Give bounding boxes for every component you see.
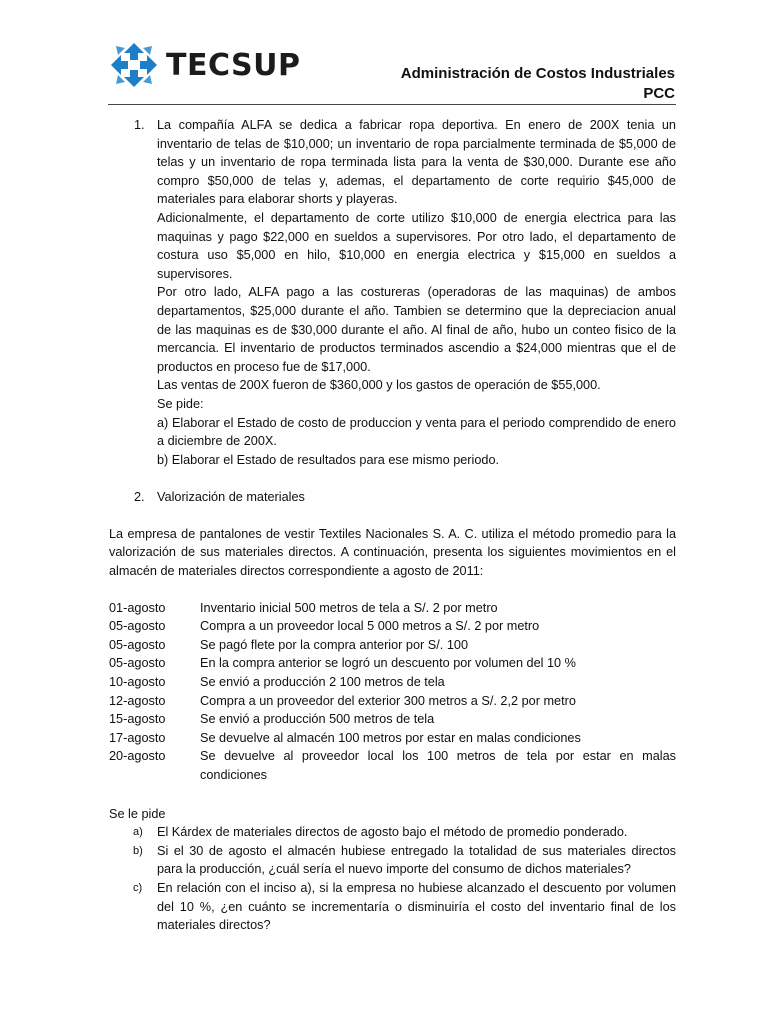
ask-item [109, 879, 676, 935]
question-2-title: Valorización de materiales [157, 490, 305, 505]
movement-date: 05-agosto [109, 619, 166, 634]
movement-row [109, 654, 676, 673]
asks-list [109, 823, 676, 935]
movement-date: 12-agosto [109, 693, 166, 708]
movement-row [109, 673, 676, 692]
ask-label: b) [133, 844, 143, 857]
movement-row [109, 747, 676, 784]
q1-paragraph: a) Elaborar el Estado de costo de produccion y venta para el periodo comprendido de enero a diciembre de 200X. [157, 415, 676, 449]
q1-paragraph: Adicionalmente, el departamento de corte utilizo $10,000 de energia electrica para las maquinas y pago $22,000 en sueldos a supervisores. Por otro lado, el departamento de costura uso $5,000 en hilo, $10,000 en energia electrica y $15,000 en sueldos a supervisores. [157, 210, 676, 281]
ask-text: En relación con el inciso a), si la empresa no hubiese alcanzado el descuento por volumen del 10 %, ¿en cuánto se incrementaría o disminuiría el costo del inventario final de los materiales directos? [157, 880, 676, 933]
header-divider [108, 104, 676, 105]
document-body [109, 116, 676, 935]
q1-paragraph: Se pide: [157, 396, 204, 411]
q1-paragraph: b) Elaborar el Estado de resultados para ese mismo periodo. [157, 452, 500, 467]
q1-paragraph: Por otro lado, ALFA pago a las costureras (operadoras de las maquinas) de ambos departamentos, $25,000 durante el año. Tambien se determino que la depreciacion anual de las maquinas es de $30,000 durante el año. Al final de año, hubo un conteo fisico de la mercancia. El inventario de productos terminados ascendio a $24,000 mientras que el de productos en proceso fue de $17,000. [157, 285, 676, 374]
movement-row [109, 692, 676, 711]
movement-description: Compra a un proveedor local 5 000 metros a S/. 2 por metro [200, 619, 540, 634]
question-1-body [157, 116, 676, 469]
q1-paragraph: Las ventas de 200X fueron de $360,000 y los gastos de operación de $55,000. [157, 378, 601, 393]
movement-date: 05-agosto [109, 637, 166, 652]
ask-label: c) [133, 881, 143, 894]
movement-date: 17-agosto [109, 730, 166, 745]
question-1 [109, 116, 676, 469]
tecsup-logo [108, 40, 300, 90]
question-2-heading [109, 488, 676, 507]
movement-description: Se devuelve al almacén 100 metros por estar en malas condiciones [200, 730, 581, 745]
movement-date: 05-agosto [109, 656, 166, 671]
movement-description: Se envió a producción 500 metros de tela [200, 712, 435, 727]
movement-description: Compra a un proveedor del exterior 300 metros a S/. 2,2 por metro [200, 693, 576, 708]
page-header [0, 0, 768, 110]
movement-description: Se devuelve al proveedor local los 100 metros de tela por estar en malas condiciones [200, 749, 676, 782]
movement-row [109, 599, 676, 618]
movement-date: 01-agosto [109, 600, 166, 615]
movement-description: Se pagó flete por la compra anterior por S/. 100 [200, 637, 469, 652]
question-1-number: 1. [134, 118, 145, 132]
movement-date: 20-agosto [109, 749, 166, 764]
course-title: Administración de Costos Industriales [400, 65, 675, 82]
movement-date: 15-agosto [109, 712, 166, 727]
ask-text: El Kárdex de materiales directos de agosto bajo el método de promedio ponderado. [157, 825, 628, 840]
movement-row [109, 729, 676, 748]
ask-item [109, 823, 676, 842]
ask-item [109, 842, 676, 879]
tecsup-logo-icon [108, 40, 160, 90]
movement-description: Se envió a producción 2 100 metros de tela [200, 675, 445, 690]
movement-description: En la compra anterior se logró un descuento por volumen del 10 % [200, 656, 576, 671]
question-2-number: 2. [134, 490, 145, 505]
movement-description: Inventario inicial 500 metros de tela a S/. 2 por metro [200, 600, 498, 615]
movement-row [109, 710, 676, 729]
ask-text: Si el 30 de agosto el almacén hubiese entregado la totalidad de sus materiales directos para la producción, ¿cuál sería el nuevo importe del consumo de dichos materiales? [157, 843, 676, 877]
asks-title: Se le pide [109, 806, 166, 821]
ask-label: a) [133, 826, 143, 839]
header-title-block [401, 64, 675, 104]
movements-list [109, 599, 676, 785]
movement-row [109, 617, 676, 636]
question-2-intro: La empresa de pantalones de vestir Textiles Nacionales S. A. C. utiliza el método promedio para la valorización de sus materiales directos. A continuación, presenta los siguientes movimientos en el almacén de materiales directos correspondiente a agosto de 2011: [109, 526, 676, 579]
movement-row [109, 636, 676, 655]
course-code: PCC [643, 85, 675, 102]
logo-text: TECSUP [166, 47, 301, 83]
movement-date: 10-agosto [109, 675, 166, 690]
q1-paragraph: La compañía ALFA se dedica a fabricar ropa deportiva. En enero de 200X tenia un inventario de telas de $10,000; un inventario de ropa parcialmente terminada de $5,000 de telas y un inventario de ropa terminada lista para la venta de $30,000. Durante ese año compro $50,000 de telas y, ademas, el departamento de corte requirio $45,000 de materiales para elaborar shorts y playeras. [157, 118, 676, 207]
